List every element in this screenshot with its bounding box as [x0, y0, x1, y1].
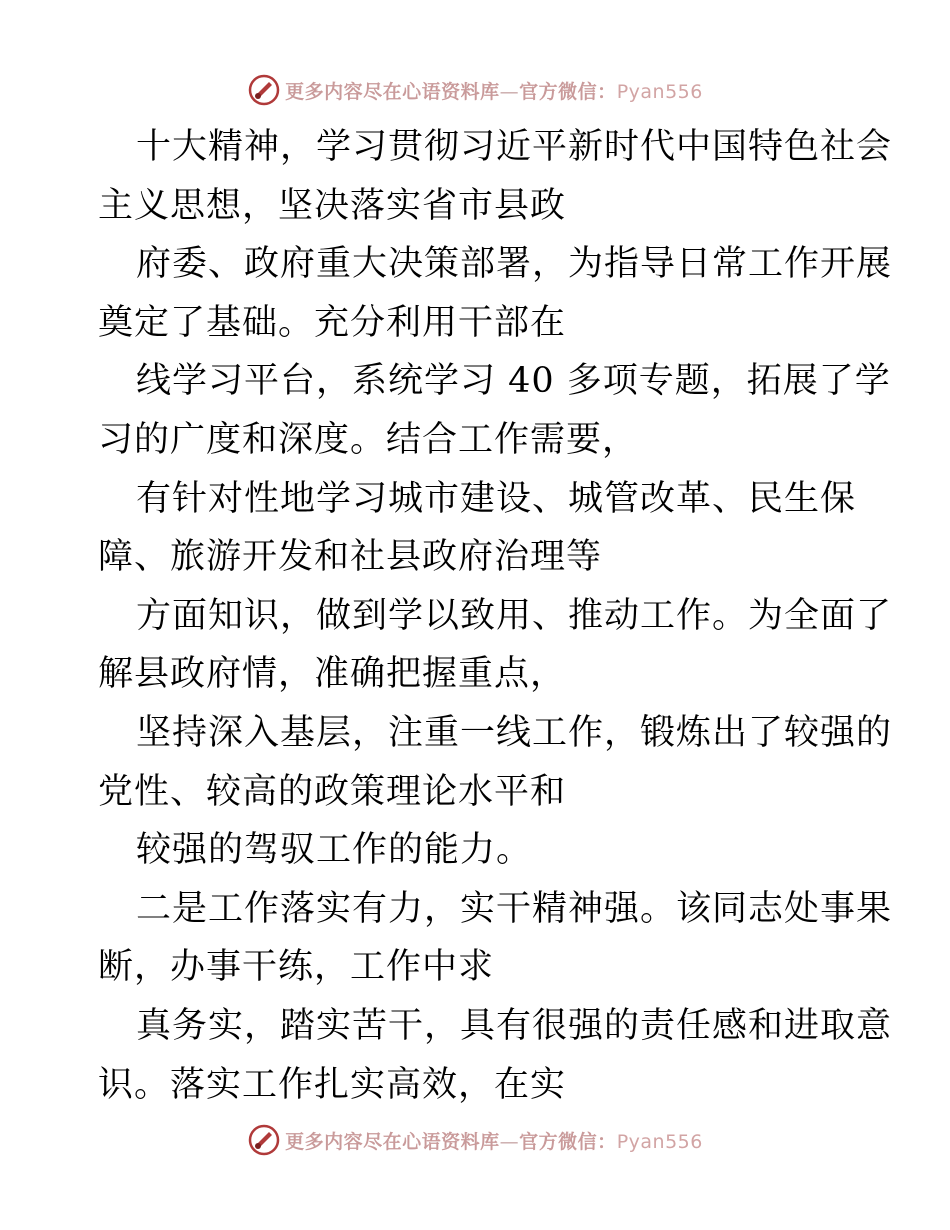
text-line-3: 府委、政府重大决策部署，为指导日常工作开展	[136, 244, 893, 285]
banner-wechat-label: 官方微信：	[519, 1130, 617, 1153]
logo-icon	[247, 1123, 281, 1157]
text-line-8: 障、旅游开发和社县政府治理等	[98, 537, 603, 578]
text-line-6: 习的广度和深度。结合工作需要，	[98, 419, 639, 460]
footer-banner	[0, 1120, 950, 1160]
text-line-5: 线学习平台，系统学习 40 多项专题，拓展了学	[136, 361, 891, 402]
banner-wechat-id: Pyan556	[616, 1130, 703, 1153]
text-line-2: 主义思想，坚决落实省市县政	[98, 185, 567, 226]
document-body	[98, 118, 893, 1114]
text-line-14: 二是工作落实有力，实干精神强。该同志处事果	[136, 888, 893, 929]
text-line-15: 断，办事干练，工作中求	[98, 947, 495, 988]
text-line-12: 党性、较高的政策理论水平和	[98, 771, 567, 812]
text-line-11: 坚持深入基层，注重一线工作，锻炼出了较强的	[136, 712, 893, 753]
banner-text	[285, 1127, 703, 1154]
banner-dash: —	[499, 80, 520, 103]
banner-wechat-label: 官方微信：	[519, 80, 617, 103]
banner-site-text: 更多内容尽在心语资料库	[285, 80, 500, 103]
text-line-1: 十大精神，学习贯彻习近平新时代中国特色社会	[136, 127, 893, 167]
text-line-17: 识。落实工作扎实高效，在实	[98, 1064, 567, 1105]
text-line-4: 奠定了基础。充分利用干部在	[98, 302, 567, 343]
text-line-13: 较强的驾驭工作的能力。	[136, 830, 533, 871]
header-banner	[0, 70, 950, 110]
text-line-7: 有针对性地学习城市建设、城管改革、民生保	[136, 478, 857, 519]
banner-site-text: 更多内容尽在心语资料库	[285, 1130, 500, 1153]
banner-dash: —	[499, 1130, 520, 1153]
logo-icon	[247, 73, 281, 107]
text-line-9: 方面知识，做到学以致用、推动工作。为全面了	[136, 595, 893, 636]
text-line-16: 真务实，踏实苦干，具有很强的责任感和进取意	[136, 1005, 893, 1046]
banner-wechat-id: Pyan556	[616, 80, 703, 103]
banner-text	[285, 77, 703, 104]
text-line-10: 解县政府情，准确把握重点，	[98, 654, 567, 695]
